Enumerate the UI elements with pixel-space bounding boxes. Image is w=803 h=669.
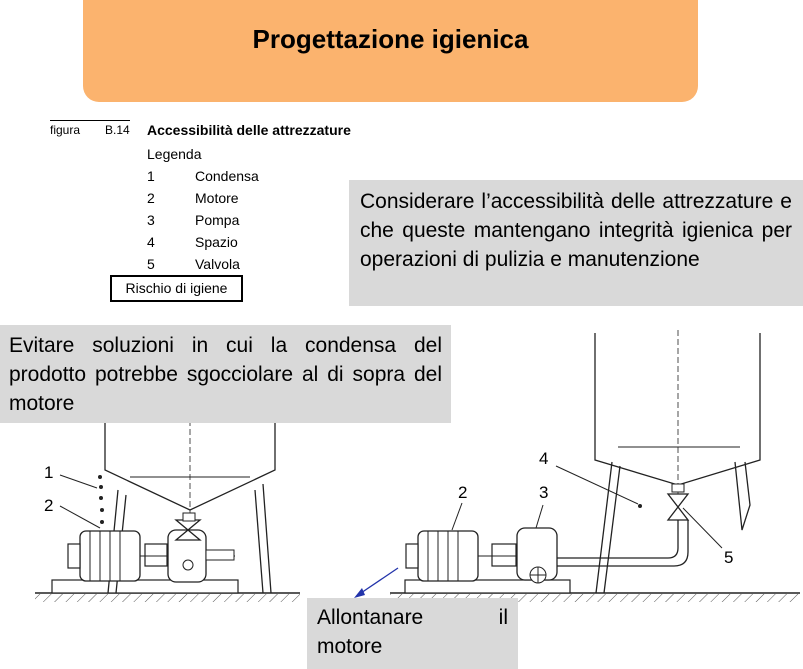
move-motor-word-1: Allontanare — [317, 606, 424, 629]
move-motor-word-2: il — [498, 606, 508, 629]
legend-number: 4 — [147, 234, 155, 250]
label-valve: 5 — [724, 548, 734, 567]
legend-number: 3 — [147, 212, 155, 228]
move-motor-line-2: motore — [317, 635, 383, 658]
condensate-drops — [98, 475, 104, 524]
legend-label: Condensa — [195, 168, 259, 184]
label-space: 4 — [539, 449, 549, 468]
right-valve — [668, 494, 688, 520]
figure-label: figura — [50, 123, 81, 137]
legend-number: 5 — [147, 256, 155, 272]
risk-label-box: Rischio di igiene — [110, 275, 243, 302]
left-base-plate — [52, 580, 238, 593]
label-pump: 3 — [539, 483, 549, 502]
legend-label: Motore — [195, 190, 239, 206]
figure-caption: Accessibilità delle attrezzature — [147, 122, 351, 138]
accessibility-note-text: Considerare l’accessibilità delle attrezzature e che queste mantengano integrità igienica per operazioni di pulizia e manutenzione — [360, 190, 792, 271]
condensate-note — [0, 325, 451, 423]
figure-number: B.14 — [105, 123, 130, 137]
label-motor-left: 2 — [44, 496, 54, 515]
move-motor-note — [307, 598, 518, 669]
right-assembly — [390, 330, 800, 602]
legend-label: Spazio — [195, 234, 238, 250]
accessibility-note — [349, 180, 803, 306]
legend-number: 1 — [147, 168, 155, 184]
label-condensate: 1 — [44, 463, 54, 482]
label-motor-right: 2 — [458, 483, 468, 502]
left-assembly — [35, 420, 300, 602]
legend-heading: Legenda — [147, 146, 202, 162]
page-title: Progettazione igienica — [252, 24, 529, 54]
legend-label: Pompa — [195, 212, 240, 228]
right-base-plate — [405, 580, 570, 593]
condensate-note-text: Evitare soluzioni in cui la condensa del prodotto potrebbe sgocciolare al di sopra del motore — [9, 334, 442, 415]
legend-label: Valvola — [195, 256, 240, 272]
legend-number: 2 — [147, 190, 155, 206]
